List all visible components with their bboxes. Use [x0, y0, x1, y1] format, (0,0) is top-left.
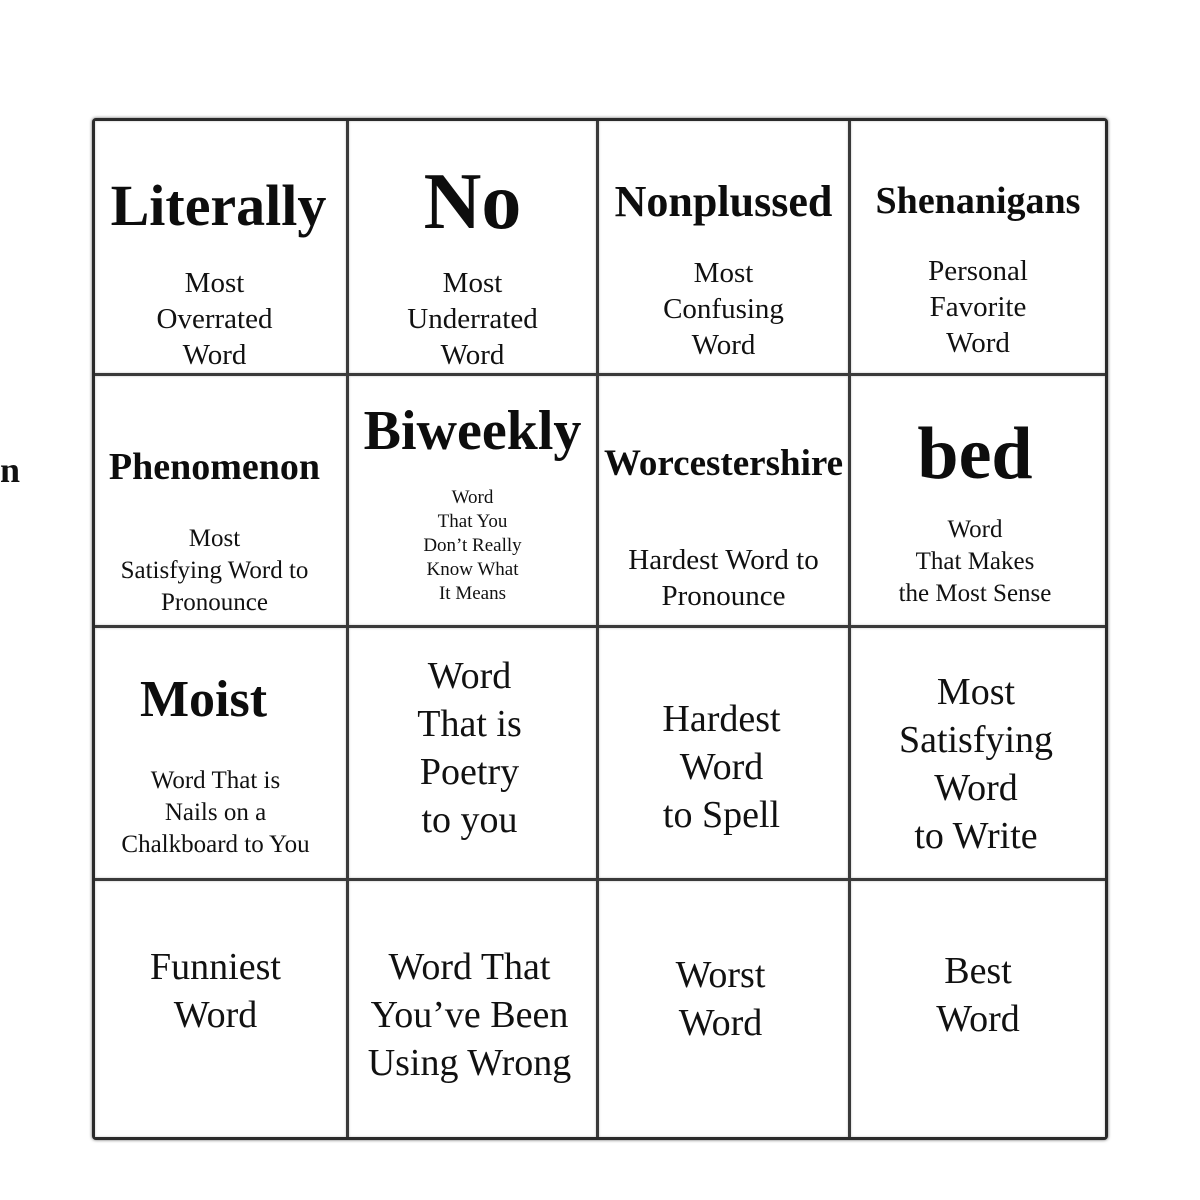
cell-word: Shenanigans [875, 180, 1081, 222]
bingo-cell[interactable] [349, 628, 599, 881]
cell-category: Personal Favorite Word [928, 255, 1028, 359]
cell-category: Most Satisfying Word to Pronounce [120, 525, 309, 616]
cell-category: Most Overrated Word [156, 267, 273, 371]
cell-word: Literally [110, 173, 327, 238]
cell-category: Best Word [936, 950, 1020, 1040]
bingo-cell[interactable] [95, 376, 349, 628]
cell-word: bed [917, 413, 1033, 495]
stray-edge-text: n [0, 450, 21, 490]
bingo-cell[interactable] [349, 881, 599, 1137]
cell-category: Hardest Word to Spell [662, 698, 781, 836]
cell-category: Word That You Don’t Really Know What It Means [423, 487, 522, 604]
cell-word: Moist [139, 671, 268, 728]
cell-category: Most Confusing Word [663, 257, 784, 361]
bingo-cell[interactable] [851, 628, 1105, 881]
bingo-cell[interactable] [349, 376, 599, 628]
bingo-cell[interactable] [95, 628, 349, 881]
cell-category: Word That is Poetry to you [417, 655, 522, 841]
cell-word: No [423, 158, 522, 246]
bingo-cell[interactable] [851, 376, 1105, 628]
cell-category: Funniest Word [150, 946, 281, 1036]
bingo-grid [92, 118, 1108, 1140]
bingo-cell[interactable] [599, 376, 851, 628]
cell-category: Word That Makes the Most Sense [898, 516, 1052, 607]
bingo-cell[interactable] [95, 121, 349, 376]
bingo-cell[interactable] [349, 121, 599, 376]
cell-word: Phenomenon [108, 446, 321, 488]
cell-word: Nonplussed [614, 177, 833, 226]
cell-category: Worst Word [675, 954, 766, 1044]
cell-category: Hardest Word to Pronounce [628, 544, 819, 612]
bingo-cell[interactable] [599, 881, 851, 1137]
cell-category: Word That is Nails on a Chalkboard to You [121, 767, 310, 858]
bingo-cell[interactable] [95, 881, 349, 1137]
bingo-cell[interactable] [851, 881, 1105, 1137]
bingo-cell[interactable] [851, 121, 1105, 376]
cell-category: Most Underrated Word [407, 267, 538, 371]
bingo-cell[interactable] [599, 628, 851, 881]
bingo-cell[interactable] [599, 121, 851, 376]
cell-word: Worcestershire [603, 443, 844, 484]
cell-word: Biweekly [363, 400, 582, 462]
cell-category: Most Satisfying Word to Write [898, 671, 1054, 857]
cell-category: Word That You’ve Been Using Wrong [367, 946, 572, 1084]
